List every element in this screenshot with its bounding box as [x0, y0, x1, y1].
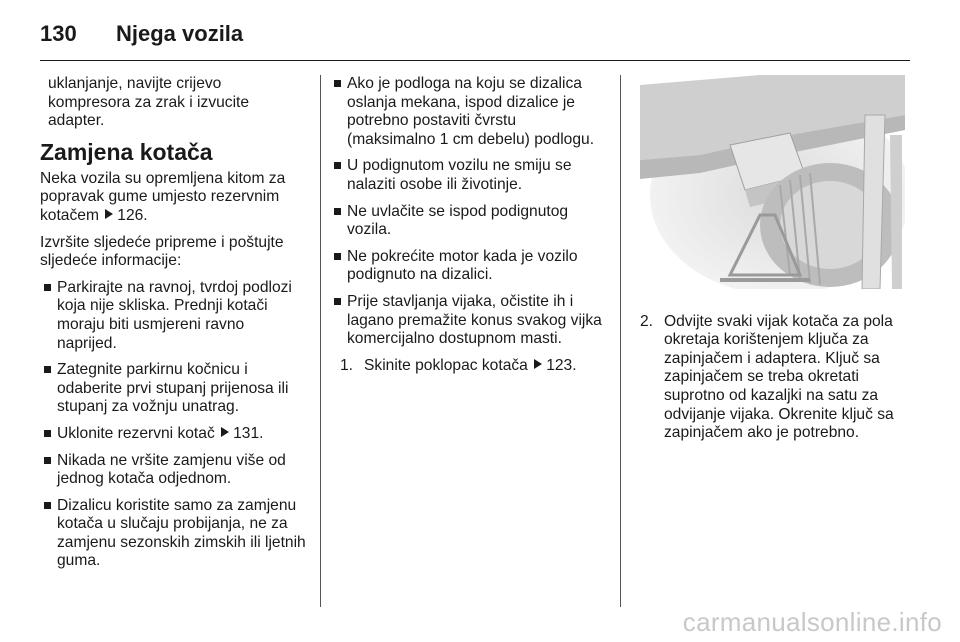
step-item: [340, 357, 602, 376]
list-item: [330, 157, 602, 194]
page-reference-icon: [105, 209, 113, 219]
list-item: [330, 248, 602, 285]
bullet-list-left: [40, 279, 308, 571]
list-item-text: Ne pokrećite motor kada je vozilo podignuto na dizalici.: [347, 247, 578, 284]
list-item: [40, 497, 308, 571]
list-item-text: Prije stavljanja vijaka, očistite ih i lagano premažite konus svakog vijka komercijalno dostupnom masti.: [347, 292, 602, 348]
list-item-text: Ne uvlačite se ispod podignutog vozila.: [347, 202, 569, 239]
list-item-text: Uklonite rezervni kotač: [57, 424, 215, 442]
list-item-text: Parkirajte na ravnoj, tvrdoj podlozi koja nije skliska. Prednji kotači moraju biti usmjereni ravno naprijed.: [57, 278, 292, 352]
list-item: [330, 293, 602, 349]
list-item-ref: 131.: [233, 424, 264, 442]
intro-text: Neka vozila su opremljena kitom za popravak gume umjesto rezervnim kotačem: [40, 169, 286, 224]
list-item-text: U podignutom vozilu ne smiju se nalaziti osobe ili životinje.: [347, 157, 572, 193]
step-list-middle: [330, 357, 602, 376]
list-item: [40, 425, 308, 444]
list-item-text: Ako je podloga na koju se dizalica oslanja mekana, ispod dizalice je potrebno postaviti čvrstu (maksimalno 1 cm debelu) podlogu.: [347, 75, 595, 148]
list-item: [330, 203, 602, 240]
step-list-right: [640, 313, 905, 443]
step-item: [640, 313, 905, 443]
bullet-list-middle: [330, 75, 602, 349]
column-divider-1: [320, 75, 321, 607]
list-item-text: Nikada ne vršite zamjenu više od jednog kotača odjednom.: [57, 451, 286, 488]
list-item: [40, 361, 308, 417]
header-rule: [40, 60, 910, 61]
list-item: [40, 279, 308, 353]
page-reference-icon: [534, 359, 542, 369]
wheel-jack-illustration: [640, 75, 905, 289]
page-reference-icon: [221, 427, 229, 437]
step-ref: 123.: [546, 356, 577, 374]
step-number: 1.: [340, 356, 354, 374]
list-item: [330, 75, 602, 149]
list-item-text: Zategnite parkirnu kočnicu i odaberite prvi stupanj prijenosa ili stupanj za vožnju unatrag.: [57, 361, 289, 416]
column-divider-2: [620, 75, 621, 607]
step-number: 2.: [640, 312, 654, 330]
step-text: Odvijte svaki vijak kotača za pola okretaja korištenjem ključa za zapinjačem i adaptera. Ključ sa zapinjačem se treba okretati suprotno od kazaljki na satu za odvijanje vijaka. Okrenite ključ sa zapinjačem ako je potrebno.: [664, 312, 894, 442]
page-number: 130: [40, 21, 77, 46]
list-item: [40, 452, 308, 489]
column-middle: [330, 75, 602, 383]
step-text: Skinite poklopac kotača: [364, 356, 528, 374]
intro-ref: 126.: [117, 206, 148, 224]
watermark: carmanualsonline.info: [682, 607, 942, 637]
continuation-text: uklanjanje, navijte crijevo kompresora za zrak i izvucite adapter.: [48, 75, 250, 130]
page-header: [40, 14, 910, 54]
section-title: Zamjena kotača: [40, 138, 213, 165]
prep-paragraph: Izvršite sljedeće pripreme i poštujte sljedeće informacije:: [40, 233, 284, 270]
list-item-text: Dizalicu koristite samo za zamjenu kotača u slučaju probijanja, ne za zamjenu sezonskih zimskih ili ljetnih guma.: [57, 496, 306, 570]
column-right: [640, 75, 905, 451]
intro-paragraph: [40, 170, 308, 226]
chapter-title: Njega vozila: [116, 21, 244, 46]
column-left: [40, 75, 308, 579]
